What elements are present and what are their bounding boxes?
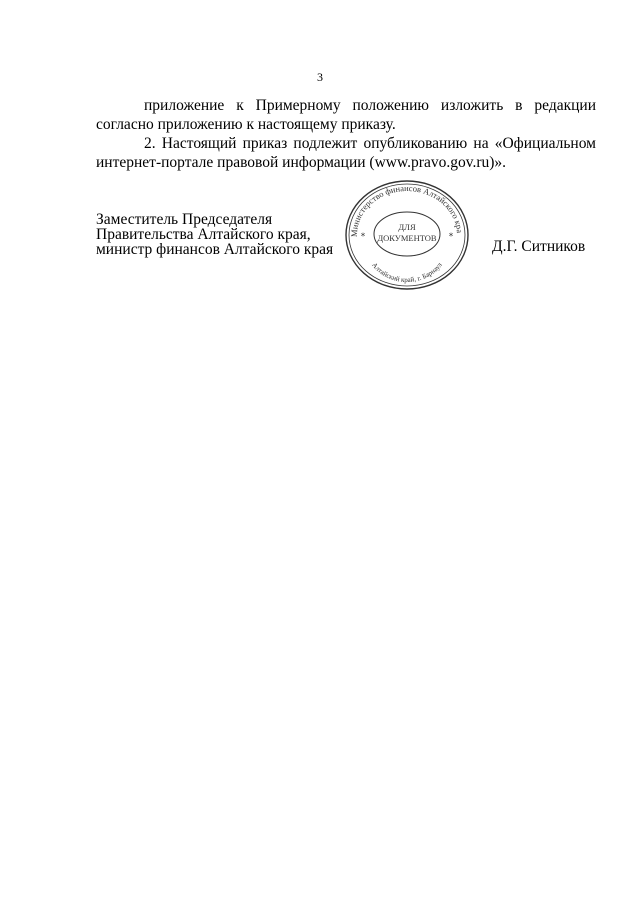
stamp-star-right-icon: * — [448, 232, 454, 242]
signature-title-line-3: министр финансов Алтайского края — [96, 241, 334, 258]
stamp-seal-icon — [343, 178, 471, 292]
official-stamp — [343, 178, 471, 292]
page-number: 3 — [317, 70, 323, 84]
paragraph-2: 2. Настоящий приказ подлежит опубликованию на «Официальном интернет-портале правовой информации (www.pravo.gov.ru)». — [96, 135, 596, 171]
signature-title-line-2: Правительства Алтайского края, — [96, 226, 311, 243]
signature-title-line-1: Заместитель Председателя — [96, 211, 273, 228]
paragraph-1: приложение к Примерному положению изложить в редакции согласно приложению к настоящему приказу. — [96, 97, 596, 133]
stamp-bottom-text: Алтайский край, г. Барнаул — [370, 261, 444, 285]
stamp-outer-text: Министерство финансов Алтайского кра — [348, 182, 465, 238]
stamp-center-line-1: ДЛЯ — [398, 222, 416, 232]
signature-name: Д.Г. Ситников — [492, 238, 586, 255]
signature-title — [96, 212, 333, 257]
stamp-center-line-2: ДОКУМЕНТОВ — [377, 233, 437, 243]
stamp-star-left-icon: * — [360, 232, 366, 242]
